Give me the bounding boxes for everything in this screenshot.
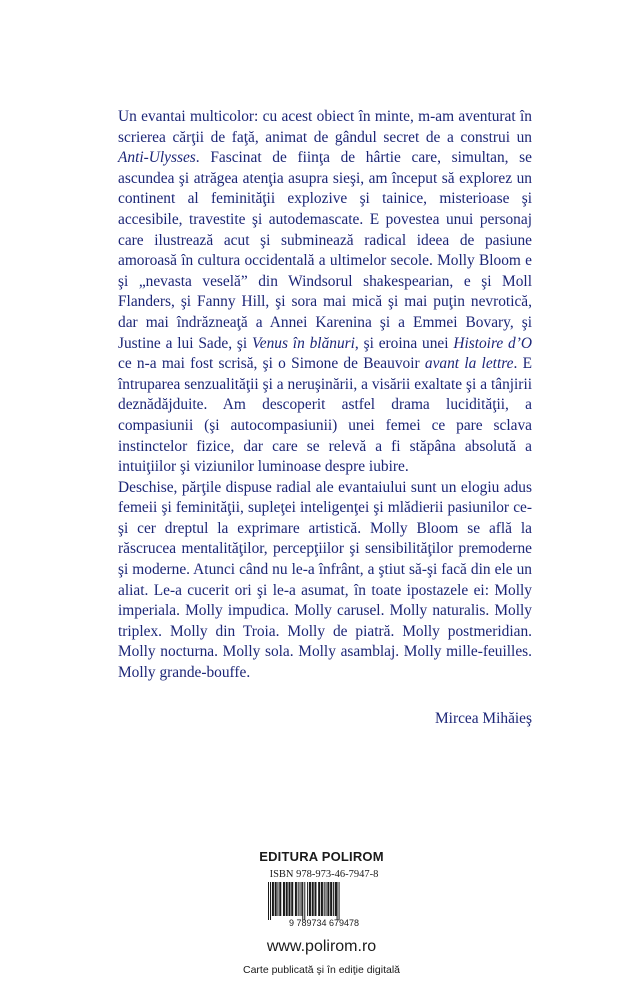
barcode-bar	[324, 882, 325, 916]
barcode-bar	[312, 882, 314, 916]
barcode-bar	[301, 882, 302, 916]
barcode-guard-bar	[337, 882, 338, 920]
barcode-bar	[277, 882, 278, 916]
blurb-paragraph-2: Deschise, părţile dispuse radial ale evantaiului sunt un elogiu adus femeii şi feminităţii, supleţei inteligenţei şi mlădierii pasiunilor ce-şi cer dreptul la exprimare artistică. Molly Bloom se află la răscrucea mentalităţilor, percepţiilor şi sensibilităţilor premoderne şi moderne. Atunci când nu le-a înfrânt, a ştiut să-şi facă din ele un aliat. Le-a cucerit ori şi le-a asumat, în toate ipostazele ei: Molly imperiala. Molly impudica. Molly carusel. Molly naturalis. Molly triplex. Molly din Troia. Molly de piatră. Molly postmeridian. Molly nocturna. Molly sola. Molly asamblaj. Molly mille-feuilles. Molly grande-bouffe.	[118, 478, 532, 682]
barcode-bar	[330, 882, 332, 916]
barcode-bar	[314, 882, 316, 916]
blurb-paragraph-1	[118, 107, 532, 478]
blurb-italic-phrase: avant la lettre	[424, 355, 514, 373]
barcode-bar	[300, 882, 301, 916]
back-cover-blurb	[118, 107, 532, 684]
barcode-bar	[275, 882, 277, 916]
barcode-digits: 9 789734 679478	[288, 918, 360, 927]
publisher-website: www.polirom.ro	[266, 938, 377, 955]
isbn-label: ISBN 978-973-46-7947-8	[269, 869, 379, 880]
barcode-guard-bar	[302, 882, 303, 920]
barcode-guard-bar	[270, 882, 271, 920]
barcode-bar	[327, 882, 329, 916]
barcode-bar	[318, 882, 320, 916]
blurb-italic-title: Anti-Ulysses	[118, 149, 196, 167]
barcode-bar	[295, 882, 297, 916]
barcode-bar	[309, 882, 311, 916]
barcode-bar	[335, 882, 337, 916]
barcode-guard-bar	[304, 882, 305, 920]
isbn-barcode	[262, 882, 386, 927]
barcode-guard-bar	[339, 882, 340, 920]
blurb-text: ce n-a mai fost scrisă, şi o Simone de Beauvoir	[118, 355, 425, 373]
blurb-italic-title: Venus în blănuri	[252, 334, 355, 352]
blurb-italic-title: Histoire d’O	[453, 334, 532, 352]
blurb-text: . Fascinat de fiinţa de hârtie care, simultan, se ascundea şi atrăgea atenţia asupra sieşi, am început să explorez un continent al feminităţii explozive şi tainice, misterioase şi accesibile, travestite şi autodemascate. E povestea unui personaj care ilustrează acut şi subminează radical ideea de pasiune amoroasă în cultura occidentală a ultimelor secole. Molly Bloom e şi „nevasta veselă” din Windsorul shakespearian, e şi Moll Flanders, şi Fanny Hill, şi sora mai mică şi mai puţin nevrotică, dar mai îndrăzneaţă a Annei Karenina şi a Emmei Bovary, şi Justine a lui Sade, şi	[118, 149, 532, 352]
barcode-bar	[272, 882, 274, 916]
digital-edition-note: Carte publicată şi în ediţie digitală	[242, 964, 400, 976]
barcode-bar	[286, 882, 288, 916]
barcode-bar	[333, 882, 334, 916]
barcode-bar	[307, 882, 308, 916]
blurb-text: Un evantai multicolor: cu acest obiect în minte, m-am aventurat în scrierea cărţii de faţă, animat de gândul secret de a construi un	[118, 108, 532, 146]
barcode-bar	[326, 882, 327, 916]
publisher-name: EDITURA POLIROM	[259, 849, 384, 864]
blurb-text: . E întruparea senzualităţii şi a neruşinării, a visării exaltate şi a tânjirii deznădăjduite. Am descoperit astfel drama lucidităţii, a compasiunii (şi autocompasiunii) unei femei ce pare sclava instinctelor fizice, dar care se relevă a fi stăpâna absolută a intuiţiilor şi viziunilor luminoase despre iubire.	[118, 355, 532, 476]
barcode-bar	[298, 882, 299, 916]
barcode-bar	[283, 882, 285, 916]
barcode-bar	[288, 882, 290, 916]
barcode-bars	[268, 882, 340, 920]
barcode-bar	[321, 882, 323, 916]
barcode-guard-bar	[268, 882, 269, 920]
barcode-bar	[279, 882, 281, 916]
barcode-bar	[291, 882, 293, 916]
blurb-text: , şi eroina unei	[354, 334, 454, 352]
author-signature: Mircea Mihăieş	[434, 710, 532, 727]
